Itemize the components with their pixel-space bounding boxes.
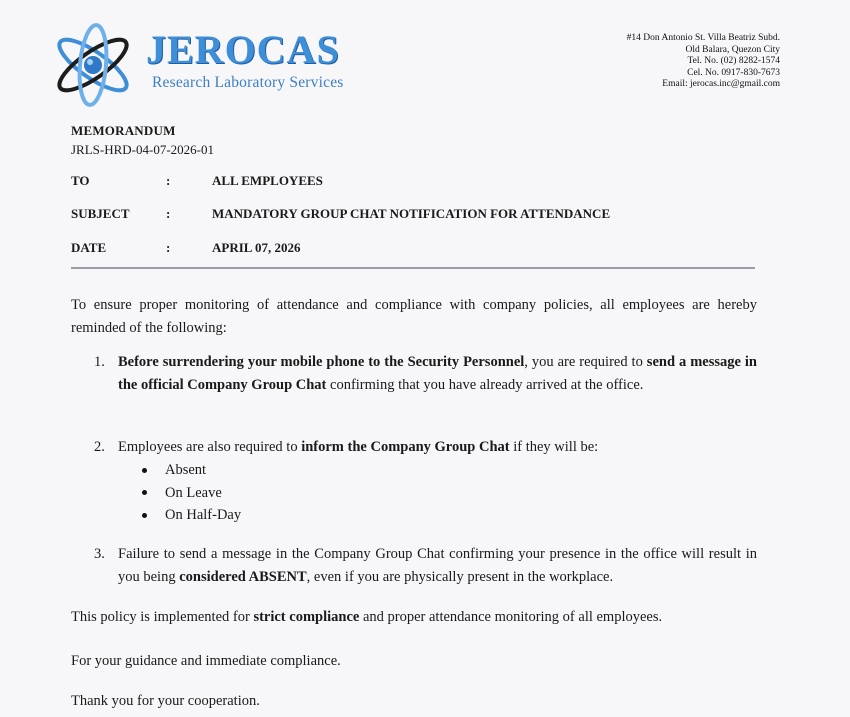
to-value: ALL EMPLOYEES: [212, 173, 323, 188]
date-label: DATE: [71, 240, 107, 255]
memo-title: MEMORANDUM: [71, 123, 176, 138]
bold-text: considered ABSENT: [179, 568, 307, 585]
absence-types-list: [139, 459, 241, 527]
address-line: #14 Don Antonio St. Villa Beatriz Subd.: [626, 33, 780, 43]
bullet-dot-icon: [142, 468, 147, 473]
bullet-item: [139, 482, 241, 505]
brand-block: [146, 28, 344, 92]
bold-text: Before surrendering your mobile phone to the Security Personnel: [118, 354, 525, 370]
memo-code: JRLS-HRD-04-07-2026-01: [71, 142, 214, 157]
intro-paragraph: To ensure proper monitoring of attendance and compliance with company policies, all employees are hereby reminded of the following:: [71, 297, 757, 336]
colon: :: [166, 206, 171, 221]
item-number: 1.: [94, 354, 105, 370]
plain-text: , you are required to: [524, 354, 647, 370]
bullet-text: On Leave: [165, 484, 222, 501]
guidance-paragraph: For your guidance and immediate compliance.: [71, 653, 341, 669]
policy-paragraph: [71, 606, 757, 629]
item-text: [118, 351, 757, 396]
subject-value: MANDATORY GROUP CHAT NOTIFICATION FOR ATTENDANCE: [212, 206, 611, 221]
plain-text: , even if you are physically present in the workplace.: [306, 568, 614, 585]
plain-text: if they will be:: [509, 439, 599, 455]
bold-text: strict compliance: [253, 609, 360, 625]
atom-logo-icon: [50, 22, 136, 108]
plain-text: This policy is implemented for: [71, 609, 254, 625]
brand-subtitle: Research Laboratory Services: [152, 74, 344, 91]
telephone-line: Tel. No. (02) 8282-1574: [687, 56, 780, 66]
item-text: [118, 436, 757, 459]
subject-label: SUBJECT: [71, 206, 130, 221]
email-line: Email: jerocas.inc@gmail.com: [662, 79, 780, 89]
bullet-item: [139, 504, 241, 527]
company-address: [627, 33, 780, 91]
plain-text: Employees are also required to: [118, 439, 302, 455]
brand-name: JEROCAS: [146, 27, 340, 72]
item-text: [118, 543, 757, 588]
subject-row: [71, 206, 610, 222]
bold-text: send a message in the official Company Group Chat: [118, 354, 757, 393]
colon: :: [166, 173, 171, 188]
bullet-dot-icon: [142, 490, 147, 495]
list-item-2: [94, 436, 757, 459]
cellphone-line: Cel. No. 0917-830-7673: [687, 67, 780, 78]
to-row: [71, 173, 323, 189]
bullet-text: On Half-Day: [165, 507, 242, 523]
date-value: APRIL 07, 2026: [212, 240, 301, 255]
bullet-text: Absent: [165, 462, 207, 478]
header-divider: [71, 267, 755, 269]
list-item-3: [94, 543, 757, 588]
list-item-1: [94, 351, 757, 396]
address-line: Old Balara, Quezon City: [685, 44, 780, 55]
item-number: 3.: [94, 546, 105, 562]
plain-text: confirming that you have already arrived at the office.: [326, 376, 644, 393]
colon: :: [166, 240, 171, 255]
plain-text: and proper attendance monitoring of all employees.: [359, 609, 663, 625]
item-number: 2.: [94, 439, 105, 455]
thanks-paragraph: Thank you for your cooperation.: [71, 693, 260, 709]
bullet-dot-icon: [142, 513, 147, 518]
date-row: [71, 240, 300, 256]
bullet-item: [139, 459, 241, 482]
bold-text: inform the Company Group Chat: [301, 439, 510, 455]
to-label: TO: [71, 173, 90, 188]
plain-text: Failure to send a message in the Company Group Chat confirming your presence in the office will result in you being: [118, 546, 757, 585]
